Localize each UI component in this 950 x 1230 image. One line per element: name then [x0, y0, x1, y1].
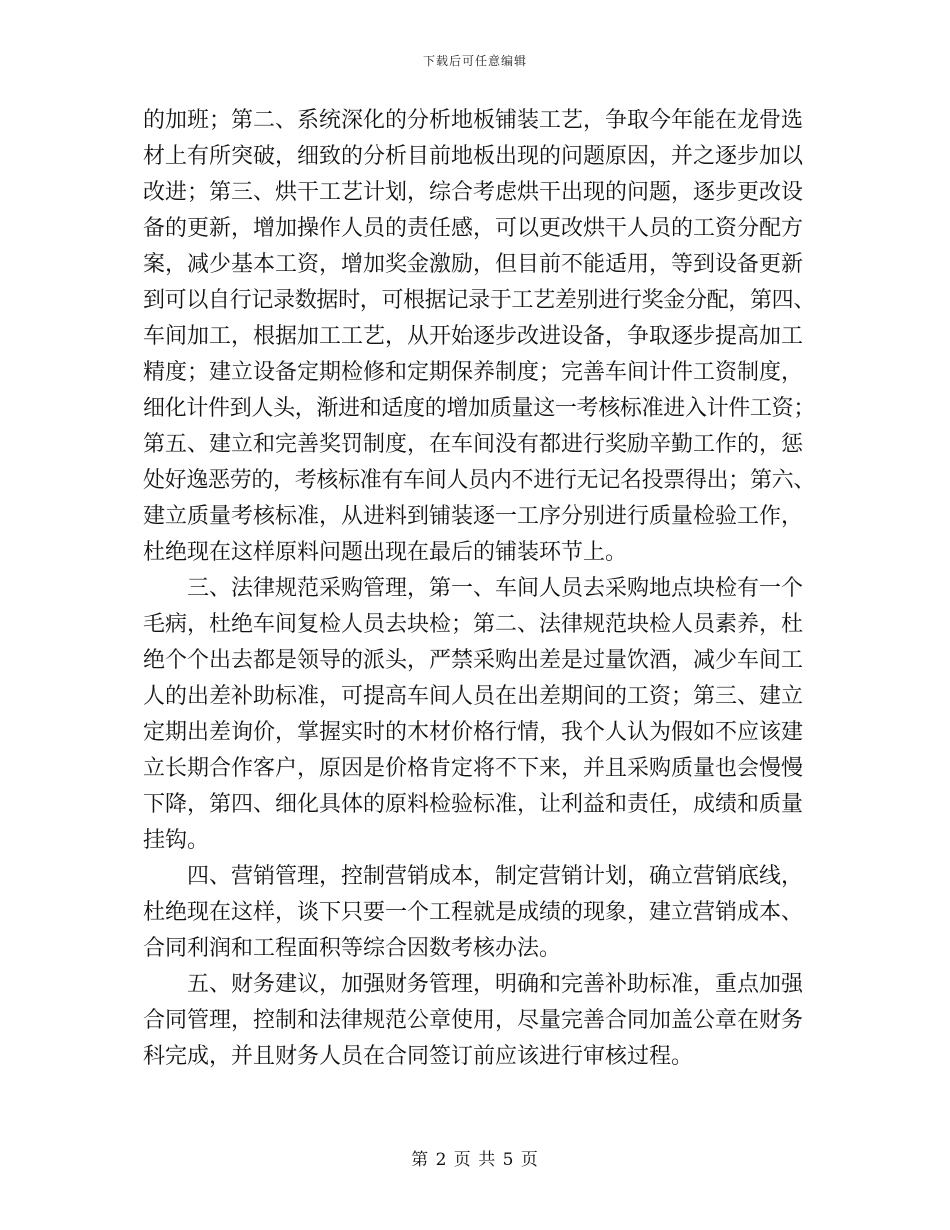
text-line: 的加班；第二、系统深化的分析地板铺装工艺，争取今年能在龙骨选	[143, 108, 804, 133]
text-line: 处好逸恶劳的，考核标准有车间人员内不进行无记名投票得出；第六、	[143, 468, 816, 493]
text-line: 精度；建立设备定期检修和定期保养制度；完善车间计件工资制度，	[143, 360, 804, 385]
text-line: 第五、建立和完善奖罚制度，在车间没有都进行奖励辛勤工作的，惩	[143, 432, 804, 457]
page-number-footer: 第 2 页 共 5 页	[411, 1150, 539, 1170]
text-line: 案，减少基本工资，增加奖金激励，但目前不能适用，等到设备更新	[143, 252, 804, 277]
paragraph-first-line: 五、财务建议，加强财务管理，明确和完善补助标准，重点加强	[187, 972, 804, 997]
text-line: 材上有所突破，细致的分析目前地板出现的问题原因，并之逐步加以	[143, 144, 804, 169]
text-line: 科完成，并且财务人员在合同签订前应该进行审核过程。	[143, 1044, 694, 1069]
text-line: 车间加工，根据加工工艺，从开始逐步改进设备，争取逐步提高加工	[143, 324, 804, 349]
text-line: 杜绝现在这样原料问题出现在最后的铺装环节上。	[143, 540, 628, 565]
text-line: 下降，第四、细化具体的原料检验标准，让利益和责任，成绩和质量	[143, 792, 804, 817]
text-line: 改进；第三、烘干工艺计划，综合考虑烘干出现的问题，逐步更改设	[143, 180, 804, 205]
text-line: 杜绝现在这样，谈下只要一个工程就是成绩的现象，建立营销成本、	[143, 900, 804, 925]
text-line: 备的更新，增加操作人员的责任感，可以更改烘干人员的工资分配方	[143, 216, 804, 241]
text-line: 到可以自行记录数据时，可根据记录于工艺差别进行奖金分配，第四、	[143, 288, 816, 313]
text-line: 挂钩。	[143, 828, 210, 853]
text-line: 定期出差询价，掌握实时的木材价格行情，我个人认为假如不应该建	[143, 720, 804, 745]
paragraph-first-line: 四、营销管理，控制营销成本，制定营销计划，确立营销底线，	[187, 864, 804, 889]
text-line: 绝个个出去都是领导的派头，严禁采购出差是过量饮酒，减少车间工	[143, 648, 804, 673]
text-line: 人的出差补助标准，可提高车间人员在出差期间的工资；第三、建立	[143, 684, 804, 709]
page-header: 下载后可任意编辑	[422, 54, 527, 68]
text-line: 建立质量考核标准，从进料到铺装逐一工序分别进行质量检验工作，	[143, 504, 804, 529]
text-line: 合同管理，控制和法律规范公章使用，尽量完善合同加盖公章在财务	[143, 1008, 804, 1033]
text-line: 毛病，杜绝车间复检人员去块检；第二、法律规范块检人员素养，杜	[143, 612, 804, 637]
text-line: 细化计件到人头，渐进和适度的增加质量这一考核标准进入计件工资；	[143, 396, 816, 421]
text-line: 立长期合作客户，原因是价格肯定将不下来，并且采购质量也会慢慢	[143, 756, 804, 781]
document-body	[143, 103, 815, 1075]
paragraph-first-line: 三、法律规范采购管理，第一、车间人员去采购地点块检有一个	[187, 576, 804, 601]
text-line: 合同利润和工程面积等综合因数考核办法。	[143, 936, 562, 961]
